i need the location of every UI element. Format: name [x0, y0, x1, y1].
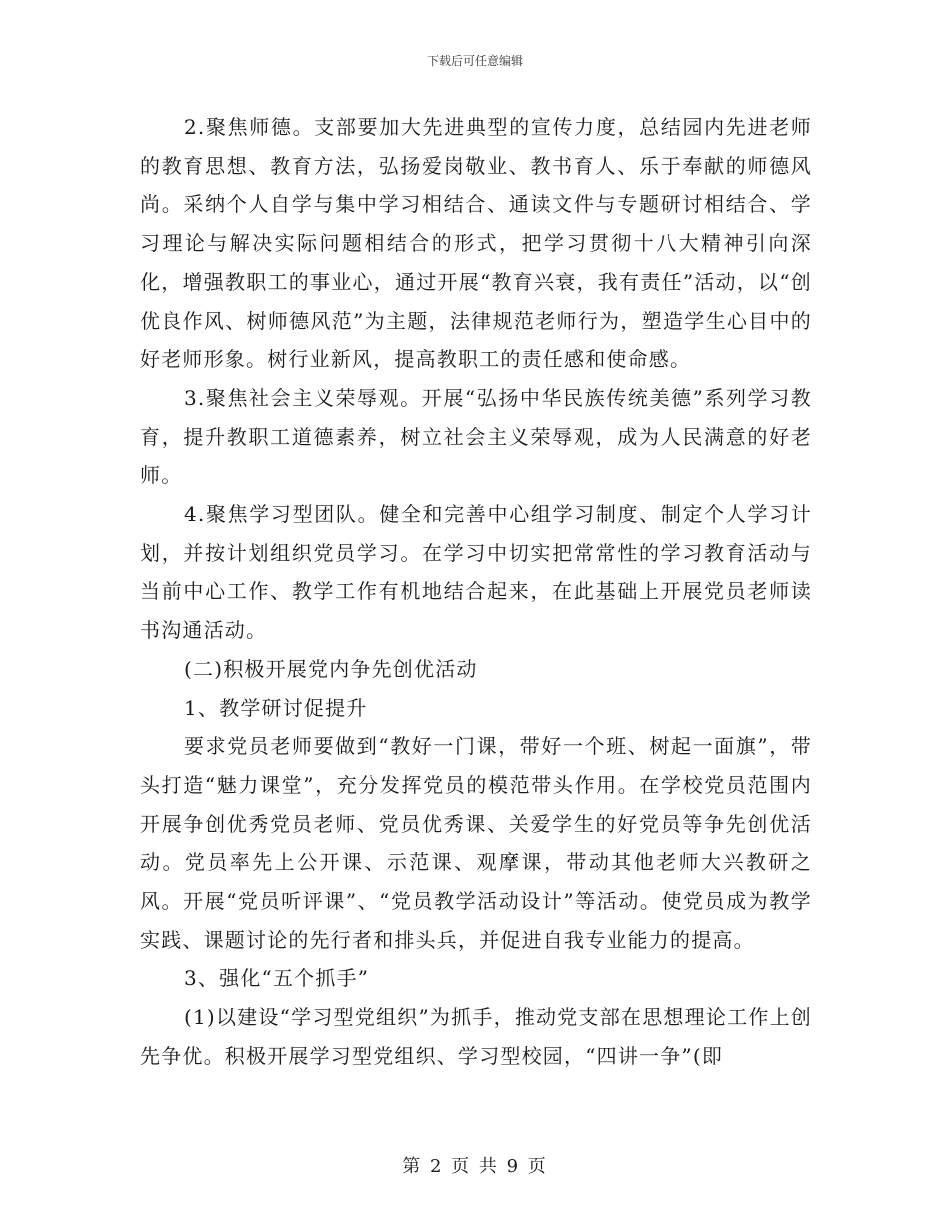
paragraph-learning-party: (1)以建设“学习型党组织”为抓手，推动党支部在思想理论工作上创先争优。积极开展学习型党组织、学习型校园，“四讲一争”(即 — [140, 1005, 812, 1068]
page-header: 下载后可任意编辑 — [426, 54, 523, 68]
subheading-teaching-research: 1、教学研讨促提升 — [184, 695, 368, 720]
paragraph-teaching-research: 要求党员老师要做到“教好一门课，带好一个班、树起一面旗”，带头打造“魅力课堂”，充分发挥党员的模范带头作用。在学校党员范围内开展争创优秀党员老师、党员优秀课、关爱学生的好党员等争先创优活动。党员率先上公开课、示范课、观摩课，带动其他老师大兴教研之风。开展“党员听评课”、“党员教学活动设计”等活动。使党员成为教学实践、课题讨论的先行者和排头兵，并促进自我专业能力的提高。 — [140, 734, 812, 952]
paragraph-learning-team: 4.聚焦学习型团队。健全和完善中心组学习制度、制定个人学习计划，并按计划组织党员学习。在学习中切实把常常性的学习教育活动与当前中心工作、教学工作有机地结合起来，在此基础上开展党员老师读书沟通活动。 — [140, 502, 812, 643]
document-body — [140, 108, 812, 1076]
subheading-five-handles: 3、强化“五个抓手” — [184, 966, 370, 991]
section-heading-2: (二)积极开展党内争先创优活动 — [184, 656, 478, 681]
paragraph-socialist-values: 3.聚焦社会主义荣辱观。开展“弘扬中华民族传统美德”系列学习教育，提升教职工道德素养，树立社会主义荣辱观，成为人民满意的好老师。 — [140, 385, 812, 488]
page-number: 第 2 页 共 9 页 — [402, 1156, 548, 1177]
paragraph-teacher-ethics: 2.聚焦师德。支部要加大先进典型的宣传力度，总结园内先进老师的教育思想、教育方法，弘扬爱岗敬业、教书育人、乐于奉献的师德风尚。采纳个人自学与集中学习相结合、通读文件与专题研讨相结合、学习理论与解决实际问题相结合的形式，把学习贯彻十八大精神引向深化，增强教职工的事业心，通过开展“教育兴衰，我有责任”活动，以“创优良作风、树师德风范”为主题，法律规范老师行为，塑造学生心目中的好老师形象。树行业新风，提高教职工的责任感和使命感。 — [140, 115, 812, 372]
